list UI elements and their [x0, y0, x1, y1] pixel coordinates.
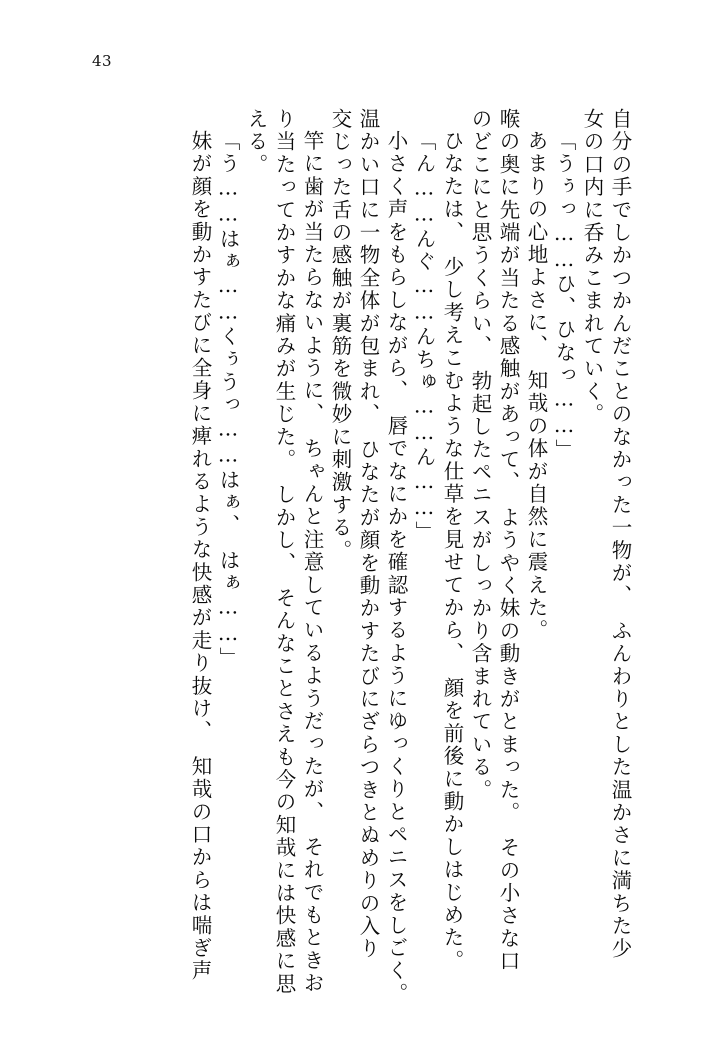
text-column: 「うぅっ……ひ、ひなっ……」 [552, 130, 576, 462]
text-column: 女の口内に呑みこまれていく。 [580, 108, 604, 426]
text-column: ひなたは、 少し考えこむような仕草を見せてから、 顔を前後に動かしはじめた。 [440, 130, 464, 973]
text-column: 温かい口に一物全体が包まれ、 ひなたが顔を動かすたびにざらつきとぬめりの入り [356, 108, 380, 961]
text-column: 「ん……んぐ……んちゅ……ん……」 [412, 130, 436, 544]
text-column: 竿に歯が当たらないように、 ちゃんと注意しているようだったが、 それでもときお [300, 130, 324, 995]
page-number: 43 [92, 52, 113, 70]
text-column: 交じった舌の感触が裏筋を微妙に刺激する。 [328, 108, 352, 562]
text-column: 小さく声をもらしながら、 唇でなにかを確認するようにゆっくりとペニスをしごく。 [384, 130, 408, 1006]
text-column: 妹が顔を動かすたびに全身に痺れるような快感が走り抜け、 知哉の口からは喘ぎ声 [188, 130, 212, 983]
text-column: り当たってかすかな痛みが生じた。 しかし、 そんなことさえも今の知哉には快感に思 [272, 108, 296, 996]
text-column: のどこにと思うくらい、 勃起したペニスがしっかり含まれている。 [468, 108, 492, 802]
vertical-text-body [85, 108, 632, 1006]
text-column: 「う……はぁ……くぅうっ……はぁ、 はぁ……」 [216, 130, 240, 670]
text-column: あまりの心地よさに、 知哉の体が自然に震えた。 [524, 130, 548, 642]
text-column: 喉の奥に先端が当たる感触があって、 ようやく妹の動きがとまった。 その小さな口 [496, 108, 520, 973]
text-column: 自分の手でしかつかんだことのなかった一物が、 ふんわりとした温かさに満ちた少 [608, 108, 632, 961]
text-column: える。 [244, 108, 268, 177]
